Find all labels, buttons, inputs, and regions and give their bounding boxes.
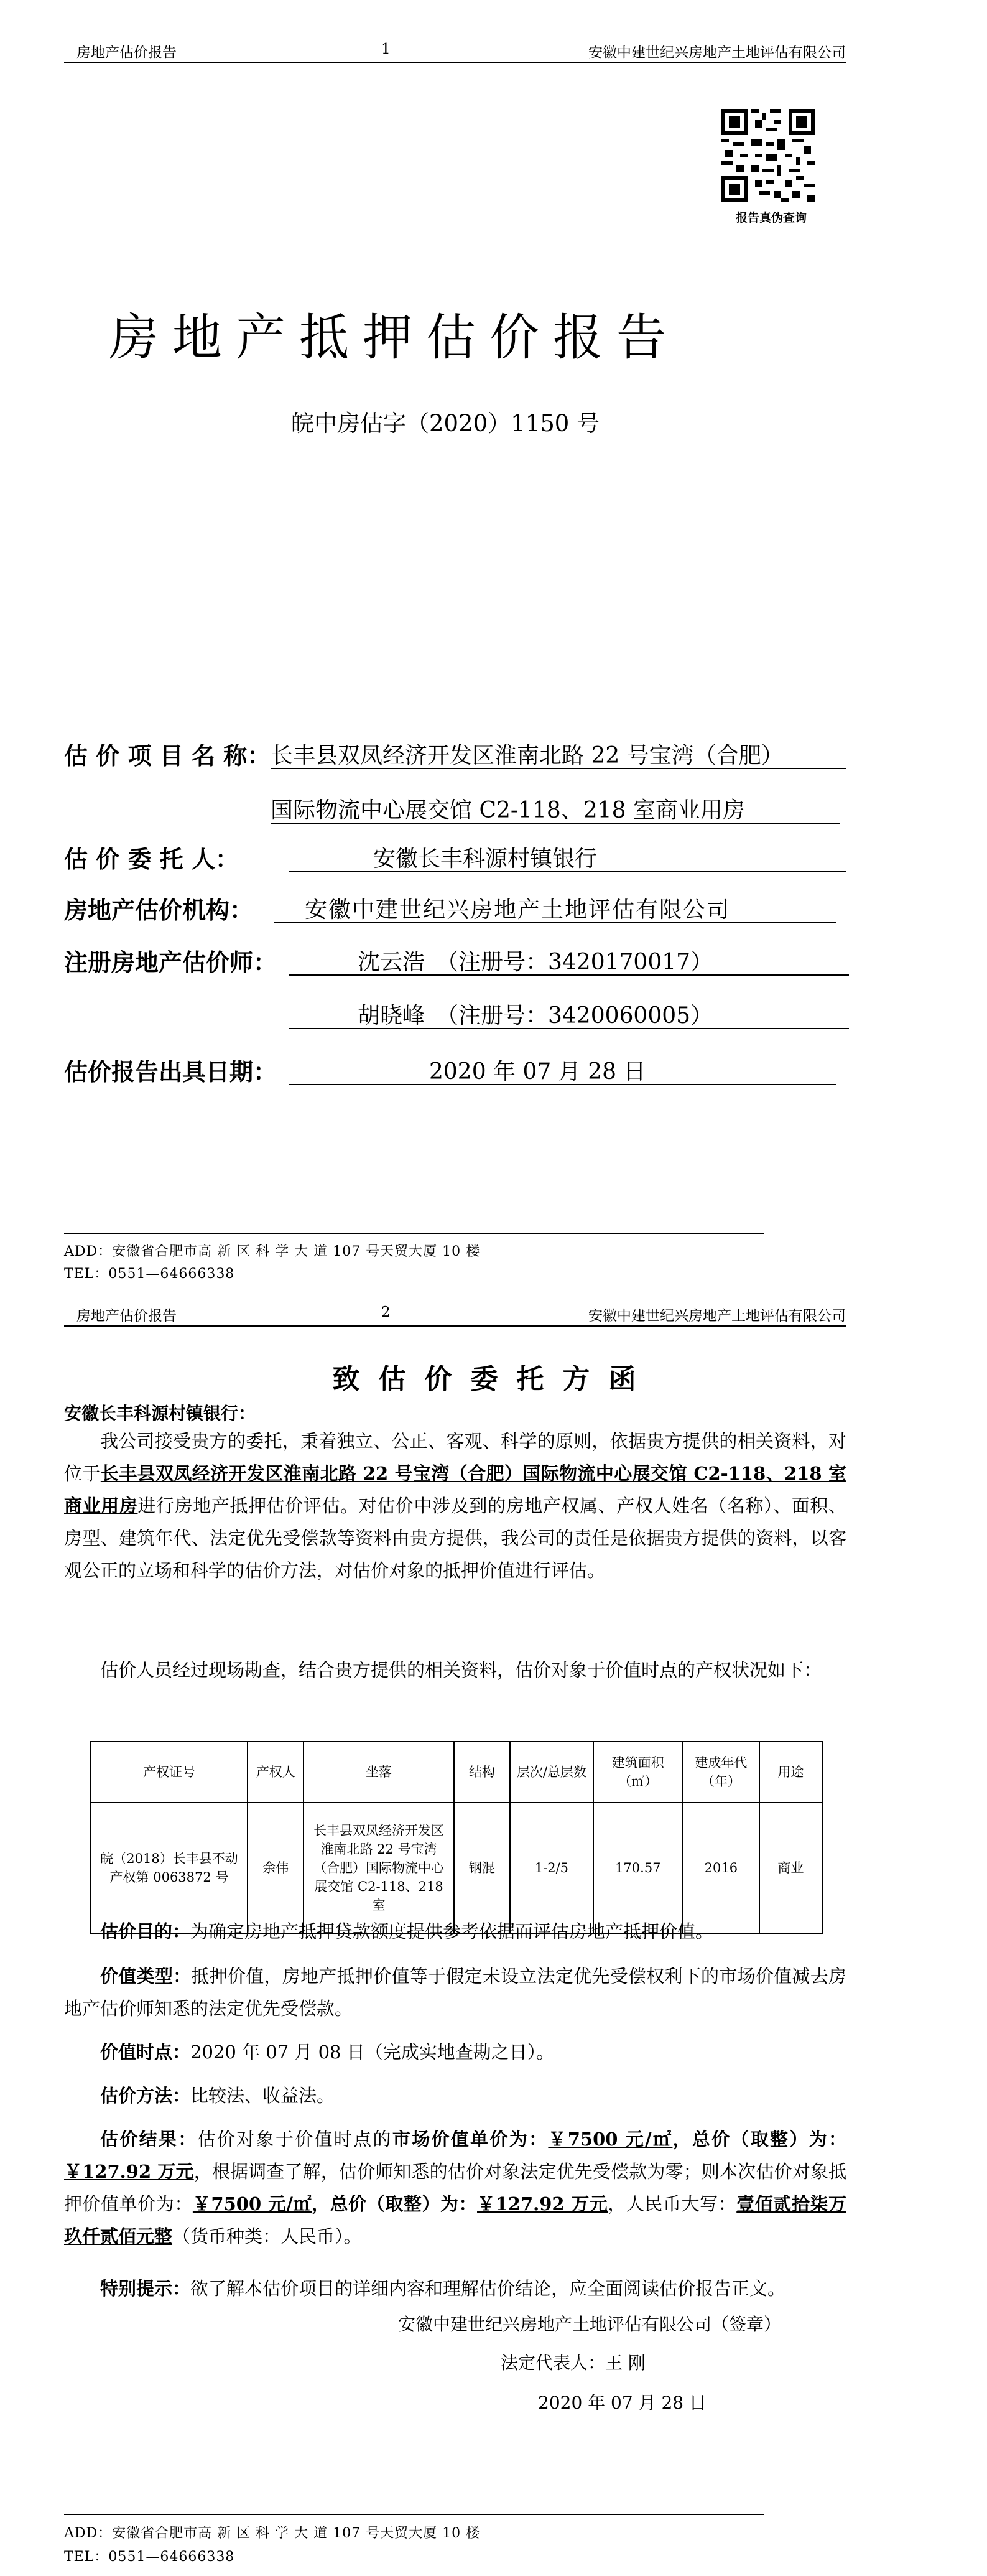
- value-type-paragraph: 价值类型：抵押价值，房地产抵押价值等于假定未设立法定优先受偿权利下的市场价值减去房地产估价师知悉的法定优先受偿款。: [64, 1966, 846, 2019]
- agency-label: 房地产估价机构：: [64, 896, 254, 924]
- header-right: 安徽中建世纪兴房地产土地评估有限公司: [588, 1308, 846, 1324]
- property-table: [90, 1741, 823, 1934]
- client-underline: [289, 871, 846, 872]
- report-date-label: 估价报告出具日期：: [64, 1058, 277, 1086]
- header-left: 房地产估价报告: [76, 45, 177, 61]
- report-title: 房地产抵押估价报告: [109, 309, 680, 366]
- project-name-underline2: [271, 823, 840, 824]
- client-value: 安徽长丰科源村镇银行: [373, 846, 598, 872]
- project-name-value-line2: 国际物流中心展交馆 C2-118、218 室商业用房: [271, 798, 745, 823]
- property-location: 长丰县双凤经济开发区淮南北路 22 号宝湾（合肥）国际物流中心展交馆 C2-118、218 室商业用房: [64, 1463, 846, 1516]
- page-header: [64, 39, 846, 63]
- table-cell: 长丰县双凤经济开发区淮南北路 22 号宝湾（合肥）国际物流中心展交馆 C2-118、218 室: [304, 1803, 453, 1933]
- table-cell: 1-2/5: [510, 1803, 593, 1933]
- footer-tel: TEL：0551—64666338: [64, 1266, 235, 1282]
- appraiser-1-underline: [289, 974, 849, 976]
- table-header: 产权人: [248, 1742, 304, 1803]
- table-row: [91, 1803, 822, 1933]
- appraiser-label: 注册房地产估价师：: [64, 948, 277, 976]
- page-number: 2: [381, 1304, 391, 1320]
- appraiser-2-underline: [289, 1028, 849, 1029]
- project-name-value-line1: 长丰县双凤经济开发区淮南北路 22 号宝湾（合肥）: [271, 743, 784, 768]
- table-cell: 钢混: [454, 1803, 510, 1933]
- legal-representative: 法定代表人：王 刚: [501, 2353, 646, 2373]
- notice-paragraph: 特别提示：欲了解本估价项目的详细内容和理解估价结论，应全面阅读估价报告正文。: [100, 2278, 786, 2299]
- table-header: 用途: [759, 1742, 822, 1803]
- table-header: 坐落: [304, 1742, 453, 1803]
- table-cell: 皖（2018）长丰县不动产权第 0063872 号: [91, 1803, 248, 1933]
- qr-caption: 报告真伪查询: [735, 211, 807, 225]
- table-cell: 170.57: [593, 1803, 683, 1933]
- page-header: [64, 1302, 846, 1327]
- agency-underline: [274, 922, 836, 923]
- project-name-underline1: [271, 768, 846, 769]
- letter-title: 致估价委托方函: [332, 1363, 655, 1395]
- project-name-label: 估 价 项 目 名 称：: [64, 742, 271, 770]
- value-time-paragraph: 价值时点：2020 年 07 月 08 日（完成实地查勘之日）。: [100, 2042, 555, 2063]
- footer-divider: [64, 2514, 764, 2515]
- table-cell: 2016: [683, 1803, 759, 1933]
- document-number: 皖中房估字（2020）1150 号: [291, 410, 600, 437]
- footer-divider: [64, 1233, 764, 1234]
- signature-company: 安徽中建世纪兴房地产土地评估有限公司（签章）: [398, 2314, 782, 2335]
- appraiser-1: 沈云浩 （注册号：3420170017）: [358, 950, 713, 975]
- intro-paragraph: 我公司接受贵方的委托，秉着独立、公正、客观、科学的原则，依据贵方提供的相关资料，对位于长丰县双凤经济开发区淮南北路 22 号宝湾（合肥）国际物流中心展交馆 C2-118、218 室商业用房进行房地产抵押估价评估。对估价中涉及到的房地产权属、产权人姓名（名称）、面积、房型、建筑年代、法定优先受偿款等资料由贵方提供，我公司的责任是依据贵方提供的资料，以客观公正的立场和科学的估价方法，对估价对象的抵押价值进行评估。: [64, 1430, 846, 1581]
- table-header: 产权证号: [91, 1742, 248, 1803]
- table-header: 建筑面积（㎡）: [593, 1742, 683, 1803]
- table-cell: 余伟: [248, 1803, 304, 1933]
- table-header: 结构: [454, 1742, 510, 1803]
- salutation: 安徽长丰科源村镇银行：: [64, 1403, 256, 1424]
- result-paragraph: 估价结果：估价对象于价值时点的市场价值单价为：￥7500 元/㎡，总价（取整）为：￥127.92 万元，根据调查了解，估价师知悉的估价对象法定优先受偿款为零；则本次估价对象抵押价值单价为：￥7500 元/㎡，总价（取整）为：￥127.92 万元，人民币大写：壹佰贰拾柒万玖仟贰佰元整（货币种类：人民币）。: [64, 2129, 846, 2247]
- table-header: 层次/总层数: [510, 1742, 593, 1803]
- footer-address: ADD：安徽省合肥市高 新 区 科 学 大 道 107 号天贸大厦 10 楼: [64, 2526, 481, 2541]
- table-header: 建成年代（年）: [683, 1742, 759, 1803]
- status-paragraph: 估价人员经过现场勘查，结合贵方提供的相关资料，估价对象于价值时点的产权状况如下：: [100, 1659, 822, 1681]
- signature-date: 2020 年 07 月 28 日: [538, 2392, 707, 2413]
- header-right: 安徽中建世纪兴房地产土地评估有限公司: [588, 45, 846, 61]
- table-header-row: [91, 1742, 822, 1803]
- appraiser-2: 胡晓峰 （注册号：3420060005）: [358, 1003, 713, 1029]
- footer-address: ADD：安徽省合肥市高 新 区 科 学 大 道 107 号天贸大厦 10 楼: [64, 1244, 481, 1259]
- report-date-underline: [289, 1084, 836, 1085]
- report-date-value: 2020 年 07 月 28 日: [429, 1059, 646, 1085]
- method-paragraph: 估价方法：比较法、收益法。: [100, 2085, 335, 2106]
- agency-value: 安徽中建世纪兴房地产土地评估有限公司: [305, 897, 731, 923]
- page-number: 1: [381, 41, 391, 57]
- table-cell: 商业: [759, 1803, 822, 1933]
- footer-tel: TEL：0551—64666338: [64, 2549, 235, 2565]
- qr-code-icon[interactable]: [721, 109, 815, 202]
- purpose-paragraph: 估价目的：为确定房地产抵押贷款额度提供参考依据而评估房地产抵押价值。: [100, 1921, 714, 1942]
- client-label: 估 价 委 托 人：: [64, 845, 239, 873]
- header-left: 房地产估价报告: [76, 1308, 177, 1324]
